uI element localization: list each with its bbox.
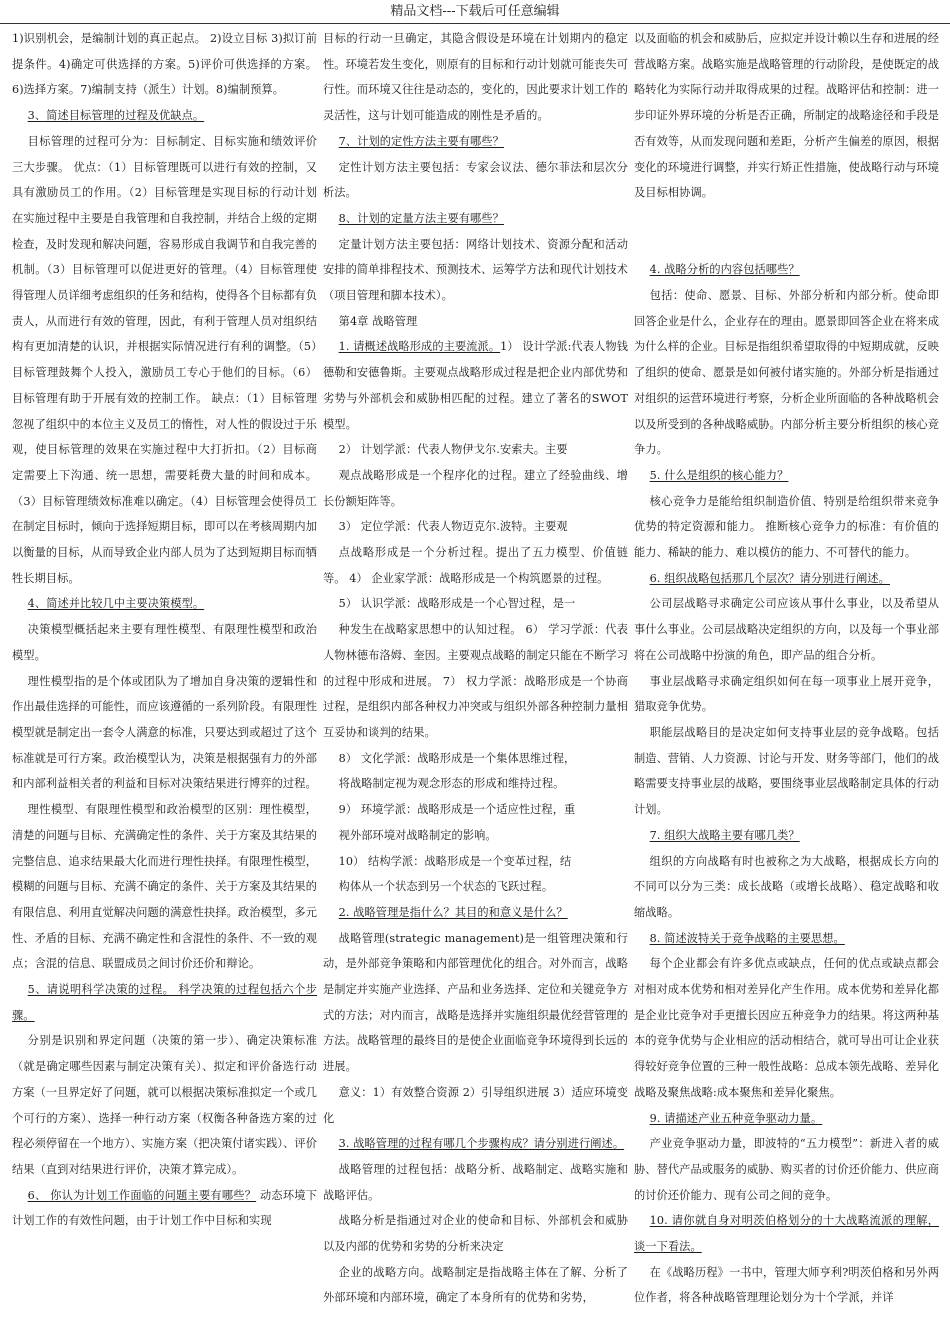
question-heading-text: 8. 简述波特关于竞争战略的主要思想。 [649, 931, 845, 945]
question-heading-text: 4. 战略分析的内容包括哪些？ [649, 263, 800, 277]
paragraph: 包括：使命、愿景、目标、外部分析和内部分析。使命即回答企业是什么，企业存在的理由。愿景即回答企业在将来成为什么样的企业。目标是指组织希望取得的中短期成就，反映了组织的使命、愿景是如何被付诸实施的。外部分析是指通过对组织的运营环境进行考察，分析企业所面临的各种战略机会以及所受到的各种战略威胁。内部分析主要分析组织的核心竞争力。 [634, 289, 939, 457]
paragraph: 核心竞争力是能给组织制造价值、特别是给组织带来竞争优势的特定资源和能力。 推断核心竞争力的标准：有价值的能力、稀缺的能力、难以模仿的能力、不可替代的能力。 [634, 494, 939, 560]
paragraph: 意义：1）有效整合资源 2）引导组织进展 3）适应环境变化 [323, 1085, 628, 1125]
paragraph: 8） 文化学派：战略形成是一个集体思维过程， [338, 751, 576, 765]
question-heading-text: 6、 你认为计划工作面临的问题主要有哪些？ [27, 1188, 257, 1202]
paragraph: 观点战略形成是一个程序化的过程。建立了经验曲线、增长份额矩阵等。 [323, 468, 628, 508]
answer-text: 动态环境下计划工作的有效性问题，由于计划工作中目标和实现 [12, 1188, 317, 1228]
paragraph: 决策模型概括起来主要有理性模型、有限理性模型和政治模型。 [12, 623, 317, 662]
question-heading-text: 9. 请描述产业五种竞争驱动力量。 [649, 1111, 823, 1125]
question-heading [323, 129, 628, 155]
paragraph: 每个企业都会有许多优点或缺点，任何的优点或缺点都会对相对成本优势和相对差异化产生作用。成本优势和差异化都是企业比竞争对手更擅长因应五种竞争力的结果。将这两种基本的竞争优势与企业相应的活动相结合，就可导出可让企业获得较好竞争位置的三种一般性战略：总成本领先战略、差异化战略及聚焦战略:成本聚焦和差异化聚焦。 [634, 957, 939, 1099]
paragraph: 以及面临的机会和威胁后，应拟定并设计赖以生存和进展的经营战略方案。战略实施是战略管理的行动阶段，是使既定的战略转化为实际行动并取得成果的过程。战略评估和控制：进一步印证外界环境的分析是否正确，所制定的战略途径和手段是否有效等，从而发现问题和差距，分析产生偏差的原因，根据变化的环境进行调整，并实行矫正性措施，使战略行动与环境及目标相协调。 [634, 32, 939, 200]
question-heading-text: 7、计划的定性方法主要有哪些？ [338, 134, 504, 148]
question-heading [323, 1131, 628, 1157]
paragraph: 目标管理的过程可分为：目标制定、目标实施和绩效评价三大步骤。 优点：（1）目标管理既可以进行有效的控制，又具有激励员工的作用。（2）目标管理是实现目标的行动计划在实施过程中主要是自我管理和自我控制，并结合上级的定期检查，及时发现和解决问题，容易形成自我调节和自我完善的机制。（3）目标管理可以促进更好的管理。（4）目标管理使得管理人员详细考虑组织的任务和结构，使得各个目标都有负责人，从而进行有效的管理，因此，有利于管理人员对组织结构有更加清楚的认识，并根据实际情况进行有利的调整。（5）目标管理鼓舞个人投入，激励员工专心于他们的目标。（6）目标管理有助于开展有效的控制工作。 缺点：（1）目标管理忽视了组织中的本位主义及员工的惰性，对人性的假设过于乐观，使目标管理的效果在实施过程中大打折扣。（2）目标商定需要上下沟通、统一思想，需要耗费大量的时间和成本。（3）目标管理绩效标准难以确定。（4）目标管理会使得员工在制定目标时，倾向于选择短期目标，即可以在考核周期内加以衡量的目标，从而导致企业内部人员为了达到短期目标而牺牲长期目标。 [12, 134, 317, 585]
paragraph: 9） 环境学派：战略形成是一个适应性过程，重 [338, 803, 576, 817]
paragraph: 点战略形成是一个分析过程。提出了五力模型、价值链等。 4） 企业家学派：战略形成是一个构筑愿景的过程。 [323, 546, 628, 585]
text-columns [12, 26, 940, 1338]
question-heading [12, 103, 317, 129]
answer-text: 1） 设计学派:代表人物钱德勒和安德鲁斯。主要观点战略形成过程是把企业内部优势和劣势与外部机会和威胁相匹配的过程。建立了著名的SWOT模型。 [323, 340, 628, 431]
paragraph: 定性计划方法主要包括：专家会议法、德尔菲法和层次分析法。 [323, 160, 628, 200]
column-left [12, 26, 317, 1338]
paragraph: 5） 认识学派：战略形成是一个心智过程，是一 [338, 597, 576, 611]
paragraph: 战略分析是指通过对企业的使命和目标、外部机会和威胁以及内部的优势和劣势的分析来决定 [323, 1214, 628, 1254]
paragraph: 种发生在战略家思想中的认知过程。 6） 学习学派：代表人物林德布洛姆、奎因。主要观点战略的制定只能在不断学习的过程中形成和进展。 7） 权力学派：战略形成是一个协商过程，是组织内部各种权力冲突或与组织外部各种控制力量相互妥协和谈判的结果。 [323, 623, 628, 739]
column-right [634, 26, 939, 1338]
header-title: 精品文档---下载后可任意编辑 [390, 4, 560, 19]
paragraph: 产业竞争驱动力量，即波特的“五力模型”：新进入者的威胁、替代产品或服务的威胁、购买者的讨价还价能力、供应商的讨价还价能力、现有公司之间的竞争。 [634, 1137, 939, 1202]
paragraph: 事业层战略寻求确定组织如何在每一项事业上展开竞争，猎取竞争优势。 [634, 674, 939, 714]
question-heading [323, 334, 628, 437]
question-heading [634, 257, 939, 283]
question-heading-text: 1. 请概述战略形成的主要流派。 [338, 340, 501, 354]
question-heading-text: 5. 什么是组织的核心能力？ [649, 468, 789, 482]
blank-line [634, 206, 939, 232]
paragraph: 10） 结构学派：战略形成是一个变革过程，结 [338, 854, 572, 868]
question-heading-text: 5、请说明科学决策的过程。 科学决策的过程包括六个步骤。 [12, 983, 317, 1022]
question-heading [634, 566, 939, 592]
paragraph: 第4章 战略管理 [338, 314, 418, 328]
paragraph: 企业的战略方向。战略制定是指战略主体在了解、分析了外部环境和内部环境，确定了本身所有的优势和劣势， [323, 1265, 628, 1305]
question-heading-text: 3、简述目标管理的过程及优缺点。 [27, 109, 205, 123]
paragraph: 2） 计划学派：代表人物伊戈尔.安索夫。主要 [338, 443, 568, 457]
paragraph: 在《战略历程》一书中，管理大师亨利?明茨伯格和另外两位作者，将各种战略管理理论划分为十个学派，并详 [634, 1265, 939, 1305]
paragraph: 构体从一个状态到另一个状态的飞跃过程。 [338, 880, 554, 894]
question-heading [323, 206, 628, 232]
paragraph: 视外部环境对战略制定的影响。 [338, 828, 497, 842]
paragraph: 组织的方向战略有时也被称之为大战略，根据成长方向的不同可以分为三类：成长战略（或增长战略）、稳定战略和收缩战略。 [634, 854, 939, 919]
question-heading-text: 7. 组织大战略主要有哪几类？ [649, 828, 800, 842]
paragraph: 3） 定位学派：代表人物迈克尔.波特。主要观 [338, 520, 568, 534]
column-middle [323, 26, 628, 1338]
paragraph: 战略管理(strategic management)是一组管理决策和行动，是外部竞争策略和内部管理优化的组合。对外而言，战略是制定并实施产业选择、产品和业务选择、定位和关键竞争方式的方法；对内而言，战略是选择并实施组织最优经营管理的方法。战略管理的最终目的是使企业面临竞争环境得到长远的进展。 [323, 931, 628, 1074]
paragraph: 理性模型指的是个体或团队为了增加自身决策的逻辑性和作出最佳选择的可能性，而应该遵循的一系列阶段。有限理性模型就是制定出一套令人满意的标准，只要达到或超过了这个标准就是可行方案。政治模型认为，决策是根据强有力的外部和内部利益相关者的利益和目标对决策结果进行博弈的过程。 [12, 674, 317, 791]
question-heading-text: 8、计划的定量方法主要有哪些？ [338, 211, 504, 225]
paragraph: 战略管理的过程包括：战略分析、战略制定、战略实施和战略评估。 [323, 1162, 628, 1202]
question-heading-text: 6. 组织战略包括那几个层次？请分别进行阐述。 [649, 571, 890, 585]
blank-line [634, 232, 939, 258]
question-heading [12, 591, 317, 617]
document-header [0, 1, 950, 24]
paragraph: 定量计划方法主要包括：网络计划技术、资源分配和活动安排的简单排程技术、预测技术、运筹学方法和现代计划技术（项目管理和脚本技术）。 [323, 237, 628, 303]
question-heading-text: 10. 请你就自身对明茨伯格划分的十大战略流派的理解，谈一下看法。 [634, 1214, 939, 1254]
question-heading [634, 463, 939, 489]
paragraph: 1)识别机会，是编制计划的真正起点。 2)设立目标 3)拟订前提条件。4)确定可供选择的方案。5)评价可供选择的方案。6)选择方案。7)编制支持（派生）计划。8)编制预算。 [12, 32, 317, 97]
question-heading-text: 3. 战略管理的过程有哪几个步骤构成？请分别进行阐述。 [338, 1137, 625, 1151]
question-heading [634, 1208, 939, 1259]
question-heading-text: 4、简述并比较几中主要决策模型。 [27, 597, 205, 611]
paragraph: 目标的行动一旦确定，其隐含假设是环境在计划期内的稳定性。环境若发生变化，则原有的目标和行动计划就可能丧失可行性。而环境又往往是动态的，变化的，因此要求计划工作的灵活性，这与计划可能造成的刚性是矛盾的。 [323, 32, 628, 123]
question-heading [634, 1106, 939, 1132]
paragraph: 分别是识别和界定问题（决策的第一步）、确定决策标准（就是确定哪些因素与制定决策有关）、拟定和评价备选行动方案（一旦界定好了问题，就可以根据决策标准拟定一个或几个可行的方案）、选择一种行动方案（权衡各种备选方案的过程必须停留在一个地方）、实施方案（把决策付诸实践）、评价结果（直到对结果进行评价，决策才算完成）。 [12, 1034, 317, 1176]
paragraph: 将战略制定视为观念形态的形成和维持过程。 [338, 777, 565, 791]
question-heading [12, 1183, 317, 1234]
question-heading [12, 977, 317, 1028]
question-heading [634, 823, 939, 849]
question-heading [323, 900, 628, 926]
paragraph: 职能层战略目的是决定如何支持事业层的竞争战略。包括制造、营销、人力资源、讨论与开发、财务等部门，他们的战略需要支持事业层的战略，要围绕事业层战略制定具体的行动计划。 [634, 725, 939, 817]
question-heading [634, 926, 939, 952]
paragraph: 公司层战略寻求确定公司应该从事什么事业，以及希望从事什么事业。公司层战略决定组织的方向，以及每一个事业部将在公司战略中扮演的角色，即产品的组合分析。 [634, 597, 939, 662]
question-heading-text: 2. 战略管理是指什么？其目的和意义是什么？ [338, 905, 568, 919]
paragraph: 理性模型、有限理性模型和政治模型的区别：理性模型，清楚的问题与目标、充满确定性的条件、关于方案及其结果的完整信息、追求结果最大化而进行理性抉择。有限理性模型，模糊的问题与目标、充满不确定的条件、关于方案及其结果的有限信息、利用直觉解决问题的满意性抉择。政治模型，多元性、矛盾的目标、充满不确定性和含混性的条件、不一致的观点；含混的信息、联盟成员之间讨价还价和辩论。 [12, 803, 317, 971]
